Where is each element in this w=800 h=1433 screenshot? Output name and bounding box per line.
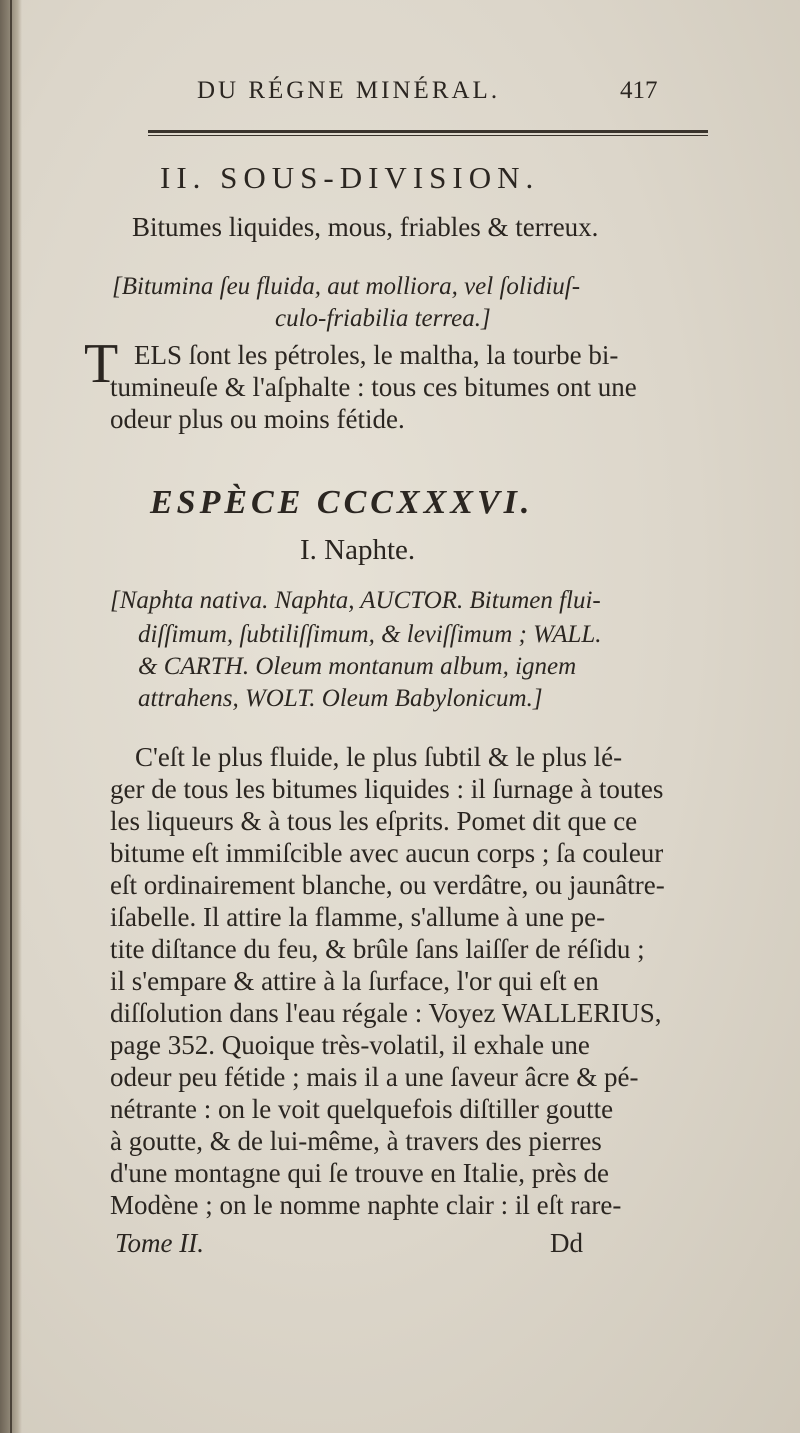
paragraph-line: diſſolution dans l'eau régale : Voyez WALLERIUS, [110, 998, 662, 1028]
header-rule [148, 130, 708, 133]
page-number: 417 [620, 77, 658, 104]
latin-line: [Bitumina ſeu fluida, aut molliora, vel ſolidiuſ- [112, 273, 581, 300]
synonym-line: attrahens, WOLT. Oleum Babylonicum.] [138, 685, 543, 712]
intro-line: ELS ſont les pétroles, le maltha, la tourbe bi- [134, 340, 619, 370]
header-rule-thin [148, 135, 708, 136]
synonym-line: [Naphta nativa. Naphta, AUCTOR. Bitumen flui- [110, 587, 601, 614]
species-name: I. Naphte. [300, 534, 416, 566]
paragraph-line: tite diſtance du feu, & brûle ſans laiſſer de réſidu ; [110, 934, 645, 964]
paragraph-line: iſabelle. Il attire la flamme, s'allume à une pe- [110, 902, 606, 932]
paragraph-line: ger de tous les bitumes liquides : il ſurnage à toutes [110, 774, 664, 804]
drop-cap: T [84, 333, 119, 395]
running-title: DU RÉGNE MINÉRAL. [197, 77, 501, 104]
paragraph-line: page 352. Quoique très-volatil, il exhale une [110, 1030, 590, 1060]
paragraph-line: à goutte, & de lui-même, à travers des pierres [110, 1126, 602, 1156]
latin-line: culo-friabilia terrea.] [275, 305, 491, 332]
signature-mark: Dd [550, 1228, 583, 1258]
synonym-line: diſſimum, ſubtiliſſimum, & leviſſimum ; WALL. [138, 621, 602, 648]
species-heading: ESPÈCE CCCXXXVI. [150, 484, 534, 521]
paragraph-line: bitume eſt immiſcible avec aucun corps ; ſa couleur [110, 838, 664, 868]
section-subtitle: Bitumes liquides, mous, friables & terreux. [132, 212, 599, 242]
paragraph-line: odeur peu fétide ; mais il a une ſaveur âcre & pé- [110, 1062, 639, 1092]
paragraph-line: les liqueurs & à tous les eſprits. Pomet dit que ce [110, 806, 638, 836]
synonym-line: & CARTH. Oleum montanum album, ignem [138, 653, 577, 680]
intro-line: odeur plus ou moins fétide. [110, 404, 405, 434]
paragraph-line: eſt ordinairement blanche, ou verdâtre, ou jaunâtre- [110, 870, 665, 900]
intro-line: tumineuſe & l'aſphalte : tous ces bitumes ont une [110, 372, 637, 402]
paragraph-line: C'eſt le plus fluide, le plus ſubtil & le plus lé- [135, 742, 623, 772]
division-title: II. SOUS-DIVISION. [160, 160, 540, 195]
volume-label: Tome II. [115, 1228, 205, 1258]
paragraph-line: Modène ; on le nomme naphte clair : il eſt rare- [110, 1190, 622, 1220]
paragraph-line: nétrante : on le voit quelquefois diſtiller goutte [110, 1094, 614, 1124]
paragraph-line: d'une montagne qui ſe trouve en Italie, près de [110, 1158, 609, 1188]
paragraph-line: il s'empare & attire à la ſurface, l'or qui eſt en [110, 966, 599, 996]
